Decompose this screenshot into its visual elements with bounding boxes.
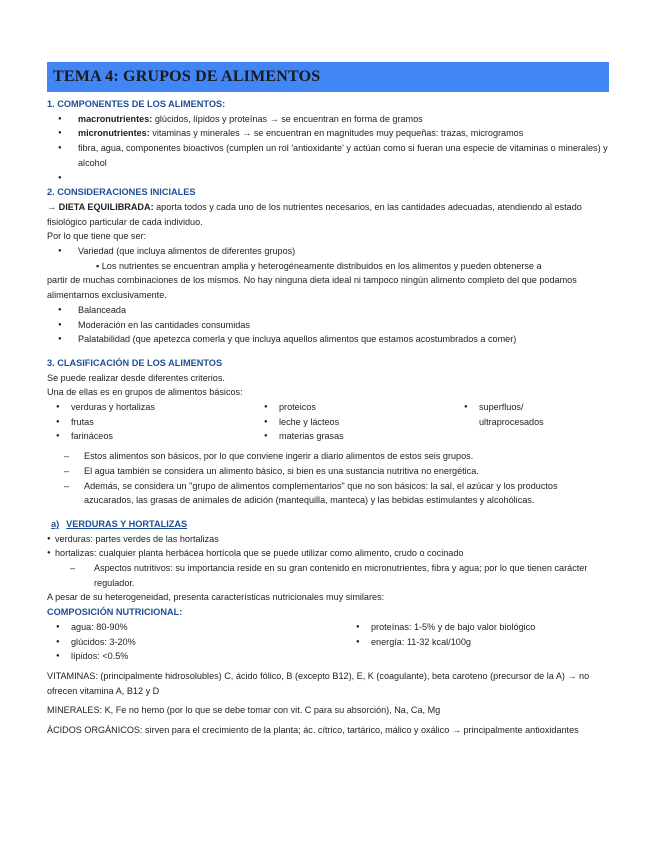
section-2-heading: 2. CONSIDERACIONES INICIALES (47, 187, 196, 198)
composicion-heading: COMPOSICIÓN NUTRICIONAL: (47, 607, 183, 618)
section-3-heading: 3. CLASIFICACIÓN DE LOS ALIMENTOS (47, 357, 223, 368)
dieta-equilibrada-label: → DIETA EQUILIBRADA: (47, 201, 154, 212)
requirements-intro: Por lo que tiene que ser: (47, 231, 147, 242)
minerales-paragraph: MINERALES: K, Fe no hemo (por lo que se debe tomar con vit. C para su absorción), Na, Ca, Mg (47, 705, 441, 716)
list-item: ● proteicos (255, 400, 455, 415)
list-item: ● superfluos/ (455, 400, 605, 415)
list-item (47, 126, 609, 141)
list-item (47, 332, 609, 347)
subsection-a-heading (47, 517, 609, 532)
criterios-text: Se puede realizar desde diferentes criterios. (47, 372, 225, 383)
subsection-title: VERDURAS Y HORTALIZAS (66, 518, 188, 529)
list-item: ● energía: 11-32 kcal/100g (347, 635, 607, 650)
dash-item: – Aspectos nutritivos: su importancia reside en su gran contenido en micronutrientes, fibra y agua; por lo que tienen carácter regulador. (47, 561, 609, 590)
dash-item: – El agua también se considera un alimento básico, si bien es una sustancia nutritiva no energética. (47, 464, 609, 479)
list-item: ● verduras y hortalizas (47, 400, 255, 415)
list-item: ● proteínas: 1-5% y de bajo valor biológico (347, 620, 607, 635)
micronutrientes-term: micronutrientes: (78, 128, 150, 139)
subsection-letter: a) (51, 518, 60, 529)
list-item: ● verduras: partes verdes de las hortalizas (47, 532, 609, 547)
composition-col-1 (47, 620, 347, 664)
balanceada-text: Balanceada (78, 304, 127, 315)
list-item (47, 303, 609, 318)
moderacion-text: Moderación en las cantidades consumidas (78, 319, 250, 330)
list-item: ● glúcidos: 3-20% (47, 635, 347, 650)
macronutrientes-term: macronutrientes: (78, 113, 153, 124)
list-item: ● leche y lácteos (255, 415, 455, 430)
variedad-note-line2: partir de muchas combinaciones de los mismos. No hay ninguna dieta ideal ni tampoco ningún alimento completo del que podamos alimentarnos exclusivamente. (47, 275, 577, 301)
variedad-note-line1: ▪ Los nutrientes se encuentran amplia y heterogéneamente distribuidos en los alimentos y pueden obtenerse a (96, 260, 542, 271)
food-groups-col-3 (455, 400, 605, 444)
list-item: ● frutas (47, 415, 255, 430)
list-item (47, 244, 609, 259)
food-groups-columns (47, 400, 609, 444)
macronutrientes-text: glúcidos, lípidos y proteínas → se encuentran en forma de gramos (152, 113, 423, 124)
title-bar (47, 62, 609, 92)
variedad-text: Variedad (que incluya alimentos de diferentes grupos) (78, 246, 296, 257)
list-item (47, 112, 609, 127)
list-item: ● hortalizas: cualquier planta herbácea hortícola que se puede utilizar como alimento, crudo o cocinado (47, 546, 609, 561)
composition-col-2 (347, 620, 607, 664)
dash-item: – Estos alimentos son básicos, por lo que conviene ingerir a diario alimentos de estos seis grupos. (47, 449, 609, 464)
dash-item: – Además, se considera un "grupo de alimentos complementarios" que no son básicos: la sal, el azúcar y los productos azucarados, las grasas de animales de adición (mantequilla, manteca) y las bebidas estimulantes y alcohólicas. (47, 479, 609, 508)
acidos-paragraph: ÁCIDOS ORGÁNICOS: sirven para el crecimiento de la planta; ác. cítrico, tartárico, málico y oxálico → principalmente antioxidantes (47, 725, 579, 736)
list-item: ● lípidos: <0.5% (47, 649, 347, 664)
pesar-text: A pesar de su heterogeneidad, presenta características nutricionales muy similares: (47, 592, 385, 603)
composition-columns (47, 620, 609, 664)
spacer (47, 347, 609, 356)
section-1-heading: 1. COMPONENTES DE LOS ALIMENTOS: (47, 99, 226, 109)
list-item (47, 141, 609, 170)
grupos-intro: Una de ellas es en grupos de alimentos básicos: (47, 387, 243, 398)
food-groups-col-2 (255, 400, 455, 444)
vitaminas-paragraph: VITAMINAS: (principalmente hidrosolubles) C, ácido fólico, B (excepto B12), E, K (coagulante), beta caroteno (precursor de la A) → no ofrecen vitamina A, B12 y D (47, 671, 590, 696)
empty-list-item (47, 171, 609, 186)
list-item-continuation: ultraprocesados (479, 416, 544, 427)
page-title: TEMA 4: GRUPOS DE ALIMENTOS (53, 68, 321, 85)
palatabilidad-text: Palatabilidad (que apetezca comerla y que incluya aquellos alimentos que estamos acostumbrados a comer) (78, 334, 517, 345)
food-groups-col-1 (47, 400, 255, 444)
document-body (47, 97, 609, 738)
dieta-equilibrada-text: aporta todos y cada uno de los nutrientes necesarios, en las cantidades adecuadas, atendiendo al estado fisiológico particular de cada individuo. (47, 201, 582, 227)
list-item: ● materias grasas (255, 429, 455, 444)
dieta-equilibrada-paragraph (47, 200, 609, 229)
micronutrientes-text: vitaminas y minerales → se encuentran en magnitudes muy pequeñas: trazas, microgramos (149, 128, 524, 139)
list-item: ● agua: 80-90% (47, 620, 347, 635)
list-item (47, 318, 609, 333)
fibra-text: fibra, agua, componentes bioactivos (cumplen un rol 'antioxidante' y actúan como si fueran una especie de vitaminas o minerales) y alcohol (78, 143, 608, 168)
spacer (47, 508, 609, 517)
list-item: ● farináceos (47, 429, 255, 444)
